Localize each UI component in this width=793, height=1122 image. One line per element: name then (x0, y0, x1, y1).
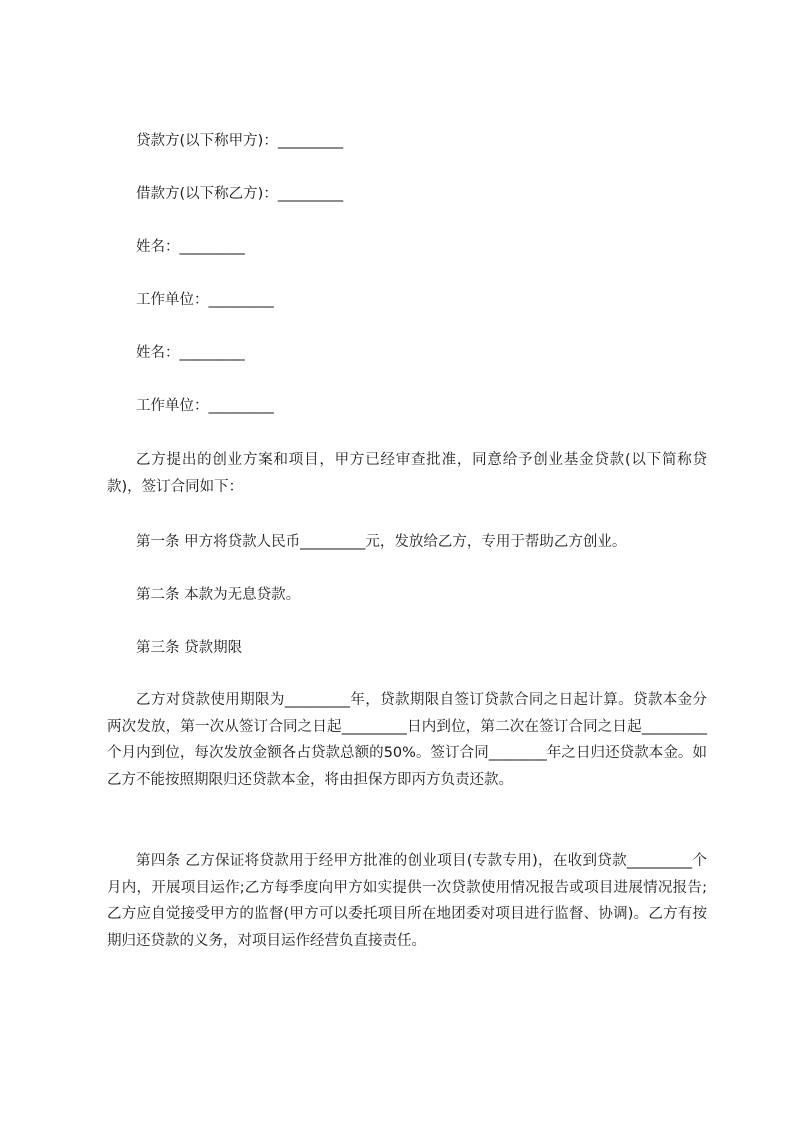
article-2: 第二条 本款为无息贷款。 (136, 587, 301, 603)
borrower-line: 借款方(以下称乙方)：_________ (136, 186, 344, 202)
work-unit-line-1: 工作单位：_________ (136, 292, 274, 308)
lender-line: 贷款方(以下称甲方)：_________ (136, 133, 344, 149)
name-line-1: 姓名：_________ (136, 239, 245, 255)
article-3-title: 第三条 贷款期限 (136, 640, 243, 656)
article-1: 第一条 甲方将贷款人民币_________元，发放给乙方，专用于帮助乙方创业。 (136, 534, 627, 550)
name-line-2: 姓名：_________ (136, 345, 245, 361)
intro-paragraph: 乙方提出的创业方案和项目，甲方已经审查批准，同意给予创业基金贷款(以下简称贷款)，签订合同如下： (107, 452, 707, 495)
article-4: 第四条 乙方保证将贷款用于经甲方批准的创业项目(专款专用)，在收到贷款_________个月内，开展项目运作;乙方每季度向甲方如实提供一次贷款使用情况报告或项目进展情况报告;乙方应自觉接受甲方的监督(甲方可以委托项目所在地团委对项目进行监督、协调)。乙方有按期归还贷款的义务，对项目运作经营负直接责任。 (107, 853, 707, 949)
article-3-body: 乙方对贷款使用期限为_________年，贷款期限自签订贷款合同之日起计算。贷款本金分两次发放，第一次从签订合同之日起_________日内到位，第二次在签订合同之日起_________个月内到位，每次发放金额各占贷款总额的50%。签订合同________年之日归还贷款本金。如乙方不能按照期限归还贷款本金，将由担保方即丙方负责还款。 (107, 692, 707, 788)
work-unit-line-2: 工作单位：_________ (136, 398, 274, 414)
